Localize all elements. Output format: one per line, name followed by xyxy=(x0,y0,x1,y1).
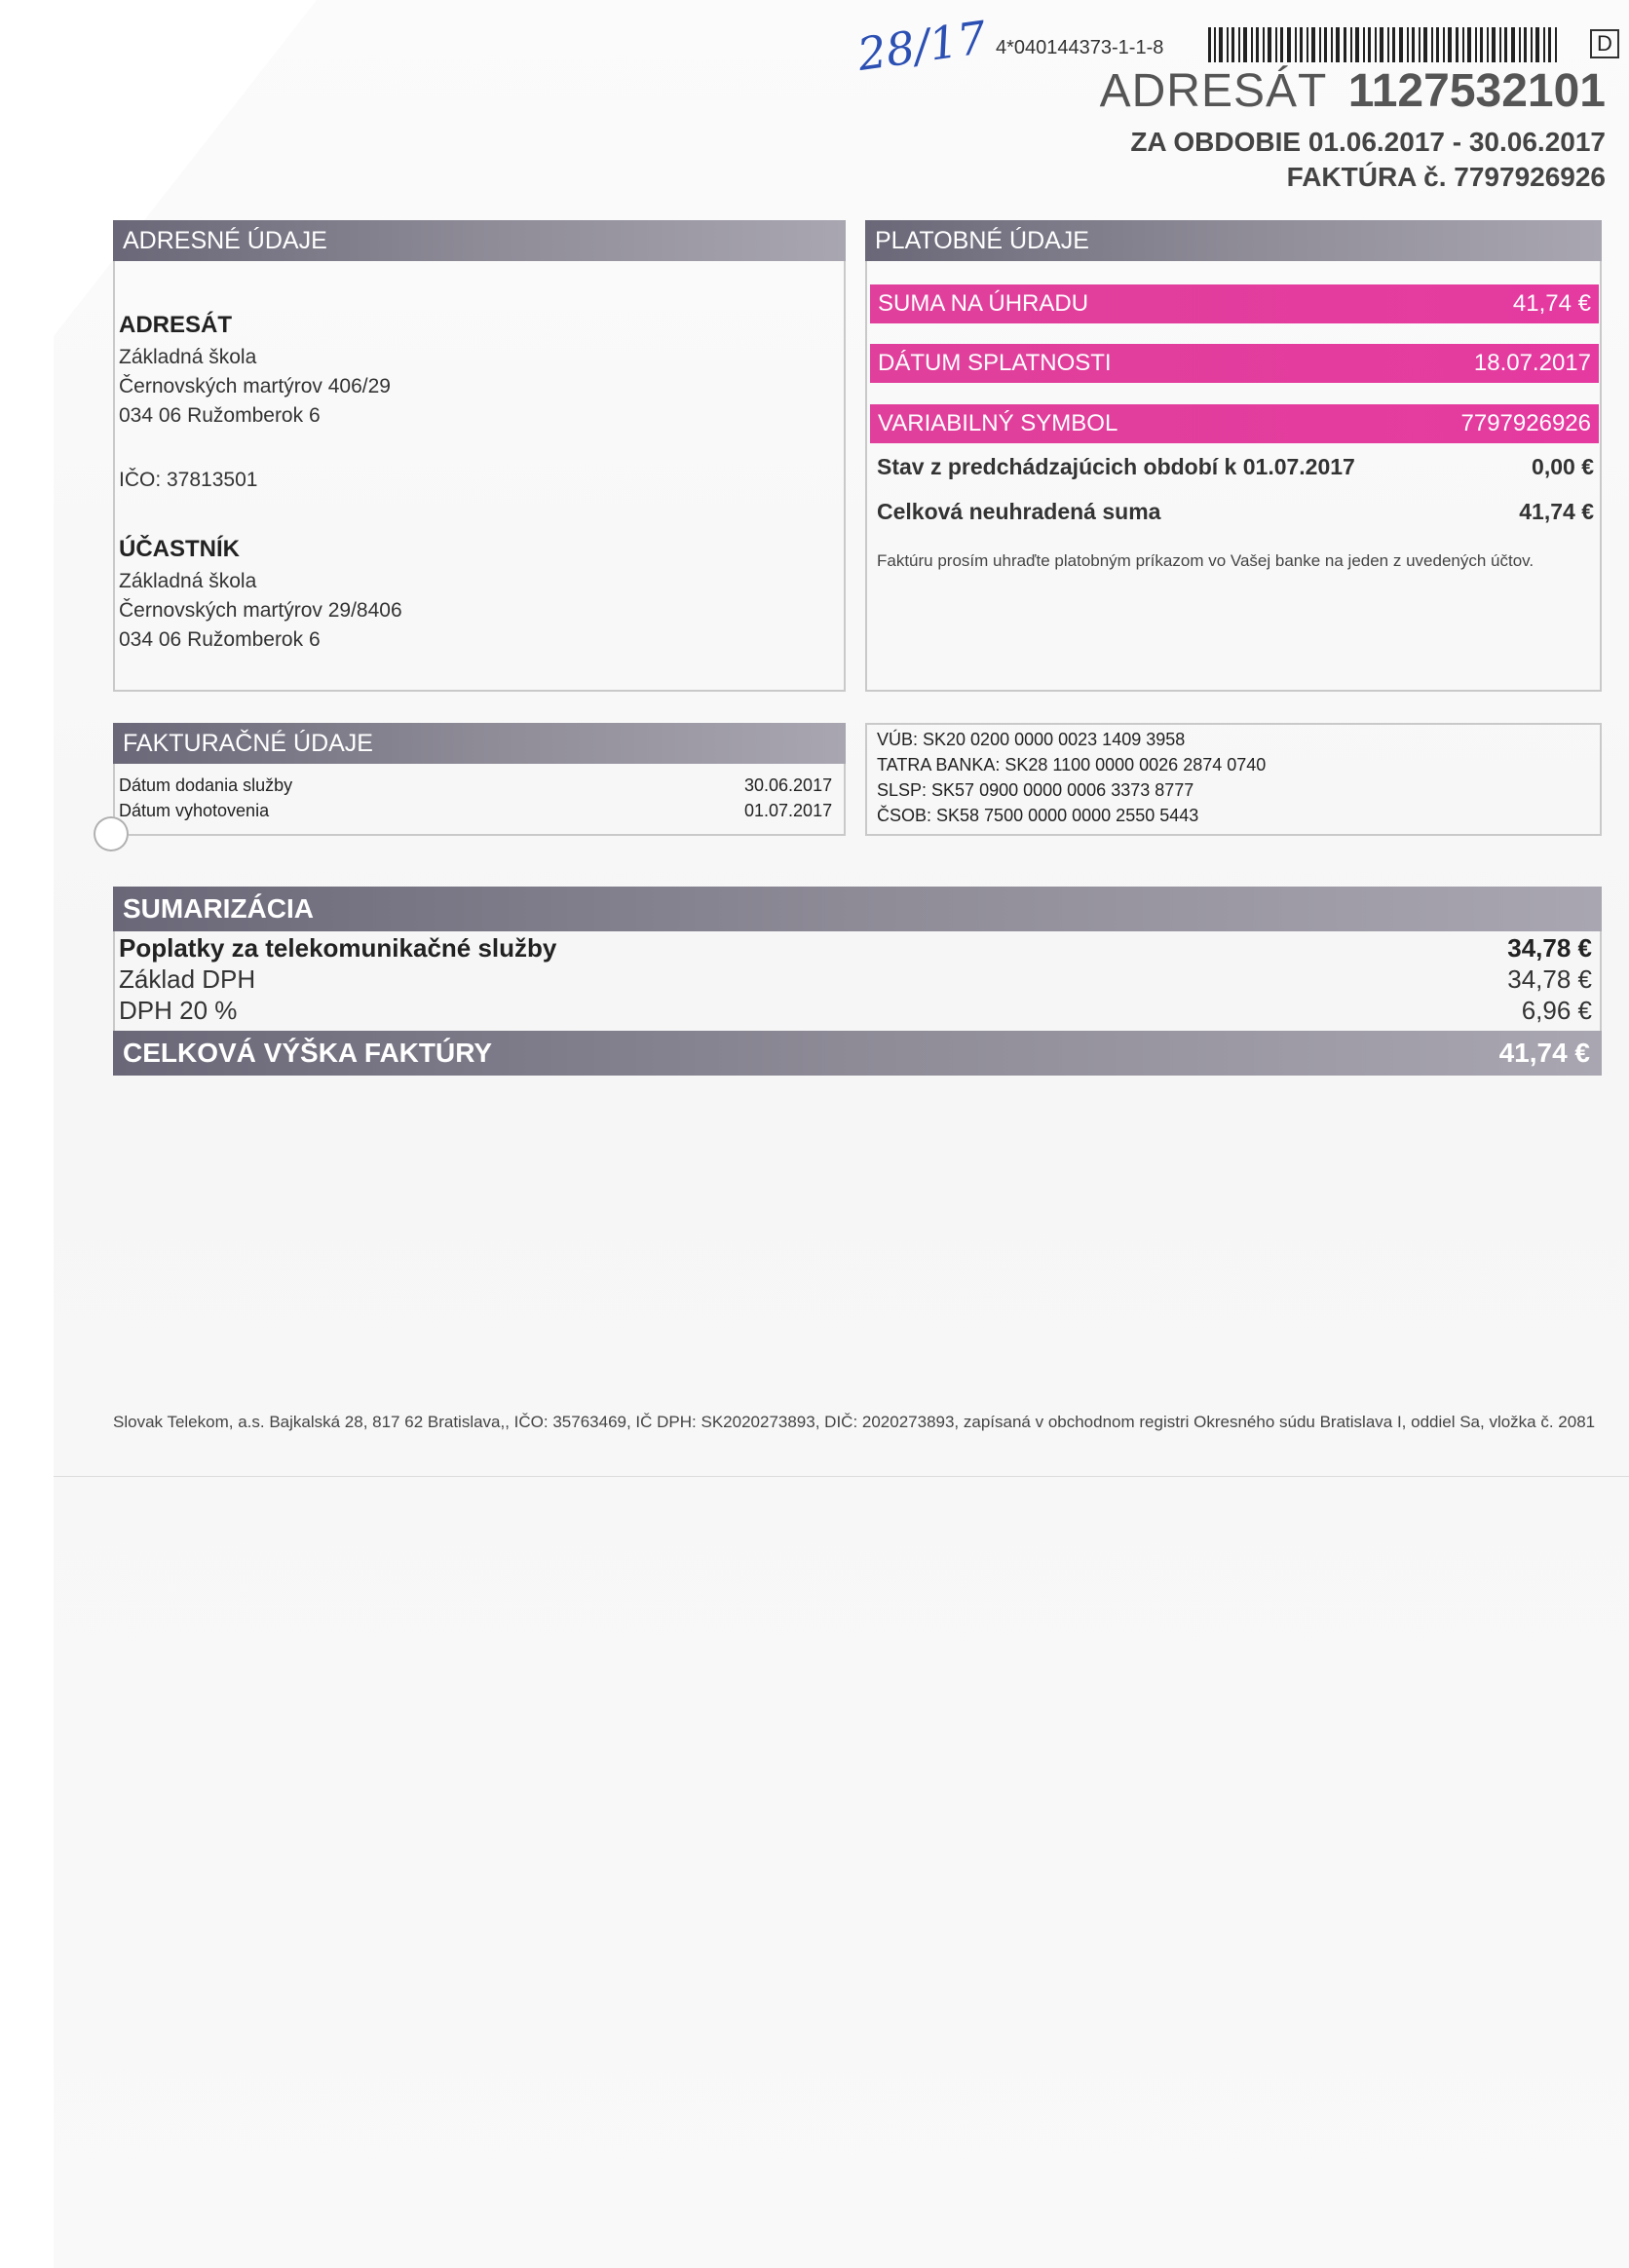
participant-line-1: Základná škola xyxy=(119,570,257,592)
amount-due-label: SUMA NA ÚHRADU xyxy=(878,290,1089,317)
billing-row-1-label: Dátum dodania služby xyxy=(119,775,293,795)
participant-heading: ÚČASTNÍK xyxy=(119,536,240,562)
billing-row-1-value: 30.06.2017 xyxy=(744,775,833,795)
due-date-label: DÁTUM SPLATNOSTI xyxy=(878,350,1112,376)
unpaid-total-label: Celková neuhradená suma xyxy=(877,499,1161,524)
invoice-total-row xyxy=(113,1031,1602,1076)
addressee-line-2: Černovských martýrov 406/29 xyxy=(119,375,391,397)
payment-section-title: PLATOBNÉ ÚDAJE xyxy=(865,220,1602,261)
vat-label: DPH 20 % xyxy=(119,996,238,1025)
addressee-number-heading xyxy=(1100,64,1606,118)
participant-line-3: 034 06 Ružomberok 6 xyxy=(119,628,321,651)
billing-section-title: FAKTURAČNÉ ÚDAJE xyxy=(113,723,846,764)
addressee-label: ADRESÁT xyxy=(1099,65,1328,117)
addressee-line-1: Základná škola xyxy=(119,346,257,368)
amount-due-row xyxy=(870,284,1599,323)
barcode xyxy=(1208,27,1559,62)
participant-line-2: Černovských martýrov 29/8406 xyxy=(119,599,402,622)
due-date-row xyxy=(870,344,1599,383)
billing-row-2-value: 01.07.2017 xyxy=(744,801,833,820)
previous-balance-value: 0,00 € xyxy=(1532,454,1594,479)
addressee-heading: ADRESÁT xyxy=(119,312,233,338)
company-info-footer: Slovak Telekom, a.s. Bajkalská 28, 817 62 Bratislava,, IČO: 35763469, IČ DPH: SK2020273893, DIČ: 2020273893, zapísaná v obchodnom registri Okresného súdu Bratislava I, oddiel Sa, vložka č. 2081 xyxy=(113,1413,1596,1431)
telecom-fees-value: 34,78 € xyxy=(1507,933,1592,963)
due-date-value: 18.07.2017 xyxy=(1473,350,1591,376)
variable-symbol-label: VARIABILNÝ SYMBOL xyxy=(878,410,1118,436)
invoice-number: FAKTÚRA č. 7797926926 xyxy=(1286,162,1606,192)
summary-section-title: SUMARIZÁCIA xyxy=(113,887,1602,931)
billing-period: ZA OBDOBIE 01.06.2017 - 30.06.2017 xyxy=(1130,127,1606,157)
fold-line xyxy=(54,1476,1629,1477)
punch-hole xyxy=(94,816,129,851)
address-section-title: ADRESNÉ ÚDAJE xyxy=(113,220,846,261)
bank-account-1: VÚB: SK20 0200 0000 0023 1409 3958 xyxy=(877,730,1186,749)
vat-base-value: 34,78 € xyxy=(1507,964,1592,994)
addressee-number: 1127532101 xyxy=(1347,65,1606,117)
bank-account-3: SLSP: SK57 0900 0000 0006 3373 8777 xyxy=(877,780,1194,800)
bank-account-4: ČSOB: SK58 7500 0000 0000 2550 5443 xyxy=(877,806,1199,825)
unpaid-total-value: 41,74 € xyxy=(1519,499,1594,524)
box-letter: D xyxy=(1590,29,1619,58)
invoice-total-value: 41,74 € xyxy=(1498,1038,1590,1068)
variable-symbol-row xyxy=(870,404,1599,443)
ico-number: IČO: 37813501 xyxy=(119,469,258,491)
variable-symbol-value: 7797926926 xyxy=(1460,410,1591,436)
billing-row-2-label: Dátum vyhotovenia xyxy=(119,801,270,820)
previous-balance-label: Stav z predchádzajúcich období k 01.07.2017 xyxy=(877,454,1355,479)
vat-value: 6,96 € xyxy=(1521,996,1592,1025)
document-code: 4*040144373-1-1-8 xyxy=(996,37,1164,58)
handwritten-note: 28/17 xyxy=(853,11,990,81)
amount-due-value: 41,74 € xyxy=(1512,290,1591,317)
payment-note: Faktúru prosím uhraďte platobným príkazom vo Vašej banke na jeden z uvedených účtov. xyxy=(877,551,1534,570)
telecom-fees-label: Poplatky za telekomunikačné služby xyxy=(119,933,557,963)
vat-base-label: Základ DPH xyxy=(119,964,256,994)
bank-account-2: TATRA BANKA: SK28 1100 0000 0026 2874 0740 xyxy=(877,755,1267,775)
invoice-total-label: CELKOVÁ VÝŠKA FAKTÚRY xyxy=(123,1038,493,1068)
addressee-line-3: 034 06 Ružomberok 6 xyxy=(119,404,321,427)
